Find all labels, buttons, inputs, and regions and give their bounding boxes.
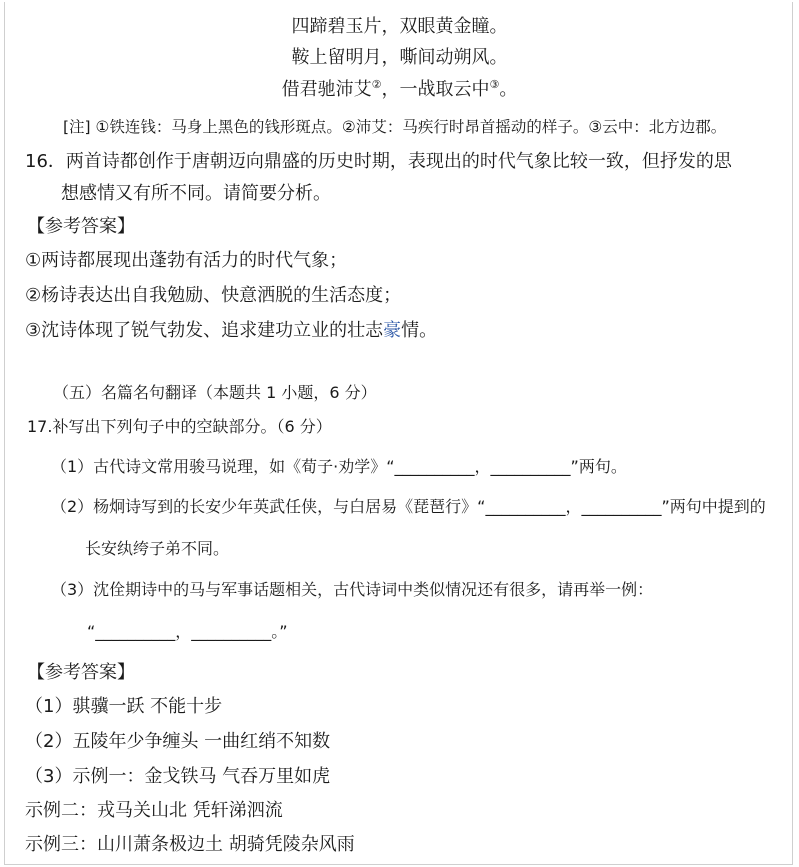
poem-line-3-end: 。 — [499, 79, 518, 100]
question-17-item-2-cont: 长安纨绔子弟不同。 — [85, 539, 230, 558]
question-17-item-3-blanks: “__________，__________。” — [87, 622, 288, 641]
answer-16-3-text: ③沈诗体现了锐气勃发、追求建功立业的壮志 — [25, 320, 384, 341]
poem-line-3-part2: ，一战取云中 — [381, 79, 490, 100]
answer-16-1: ①两诗都展现出蓬勃有活力的时代气象； — [25, 250, 348, 271]
answer-17-example-3: 示例三：山川萧条极边土 胡骑凭陵杂风雨 — [25, 834, 355, 855]
answer-heading-17: 【参考答案】 — [27, 662, 135, 683]
answer-17-example-2: 示例二：戎马关山北 凭轩涕泗流 — [25, 800, 283, 821]
poem-line-2: 鞍上留明月，嘶间动朔风。 — [291, 47, 508, 68]
answer-16-3-highlight: 豪 — [383, 320, 402, 341]
answer-16-3-end: 情。 — [401, 320, 438, 341]
section-5-heading: （五）名篇名句翻译（本题共 1 小题，6 分） — [53, 383, 377, 402]
document-page — [4, 2, 793, 865]
answer-17-1: （1）骐骥一跃 不能十步 — [25, 696, 223, 717]
question-17: 17.补写出下列句子中的空缺部分。（6 分） — [27, 417, 332, 436]
question-16-line-2: 想感情又有所不同。请简要分析。 — [61, 183, 331, 204]
answer-17-3: （3）示例一：金戈铁马 气吞万里如虎 — [25, 766, 331, 787]
footnote-mark-3: ③ — [489, 78, 500, 91]
question-17-item-3: （3）沈佺期诗中的马与军事话题相关，古代诗词中类似情况还有很多，请再举一例： — [51, 580, 654, 599]
question-17-item-1: （1）古代诗文常用骏马说理，如《荀子·劝学》“__________，__________”两句。 — [51, 457, 627, 476]
footnote-mark-2: ② — [371, 78, 382, 91]
answer-17-2: （2）五陵年少争缠头 一曲红绡不知数 — [25, 731, 331, 752]
answer-heading-16: 【参考答案】 — [27, 216, 135, 237]
question-16-line-1: 16．两首诗都创作于唐朝迈向鼎盛的历史时期，表现出的时代气象比较一致，但抒发的思 — [25, 151, 732, 172]
question-17-item-2: （2）杨炯诗写到的长安少年英武任侠，与白居易《琵琶行》“__________，__________”两句中提到的 — [51, 497, 766, 516]
poem-line-3 — [5, 75, 794, 101]
answer-16-2: ②杨诗表达出自我勉励、快意洒脱的生活态度； — [25, 285, 402, 306]
poem-line-1: 四蹄碧玉片，双眼黄金瞳。 — [291, 16, 508, 37]
answer-16-3 — [25, 316, 437, 342]
poem-annotation: [注] ①铁连钱：马身上黑色的钱形斑点。②沛艾：马疾行时昂首摇动的样子。③云中：北方边郡。 — [63, 118, 727, 136]
poem-line-3-part1: 借君驰沛艾 — [281, 79, 372, 100]
